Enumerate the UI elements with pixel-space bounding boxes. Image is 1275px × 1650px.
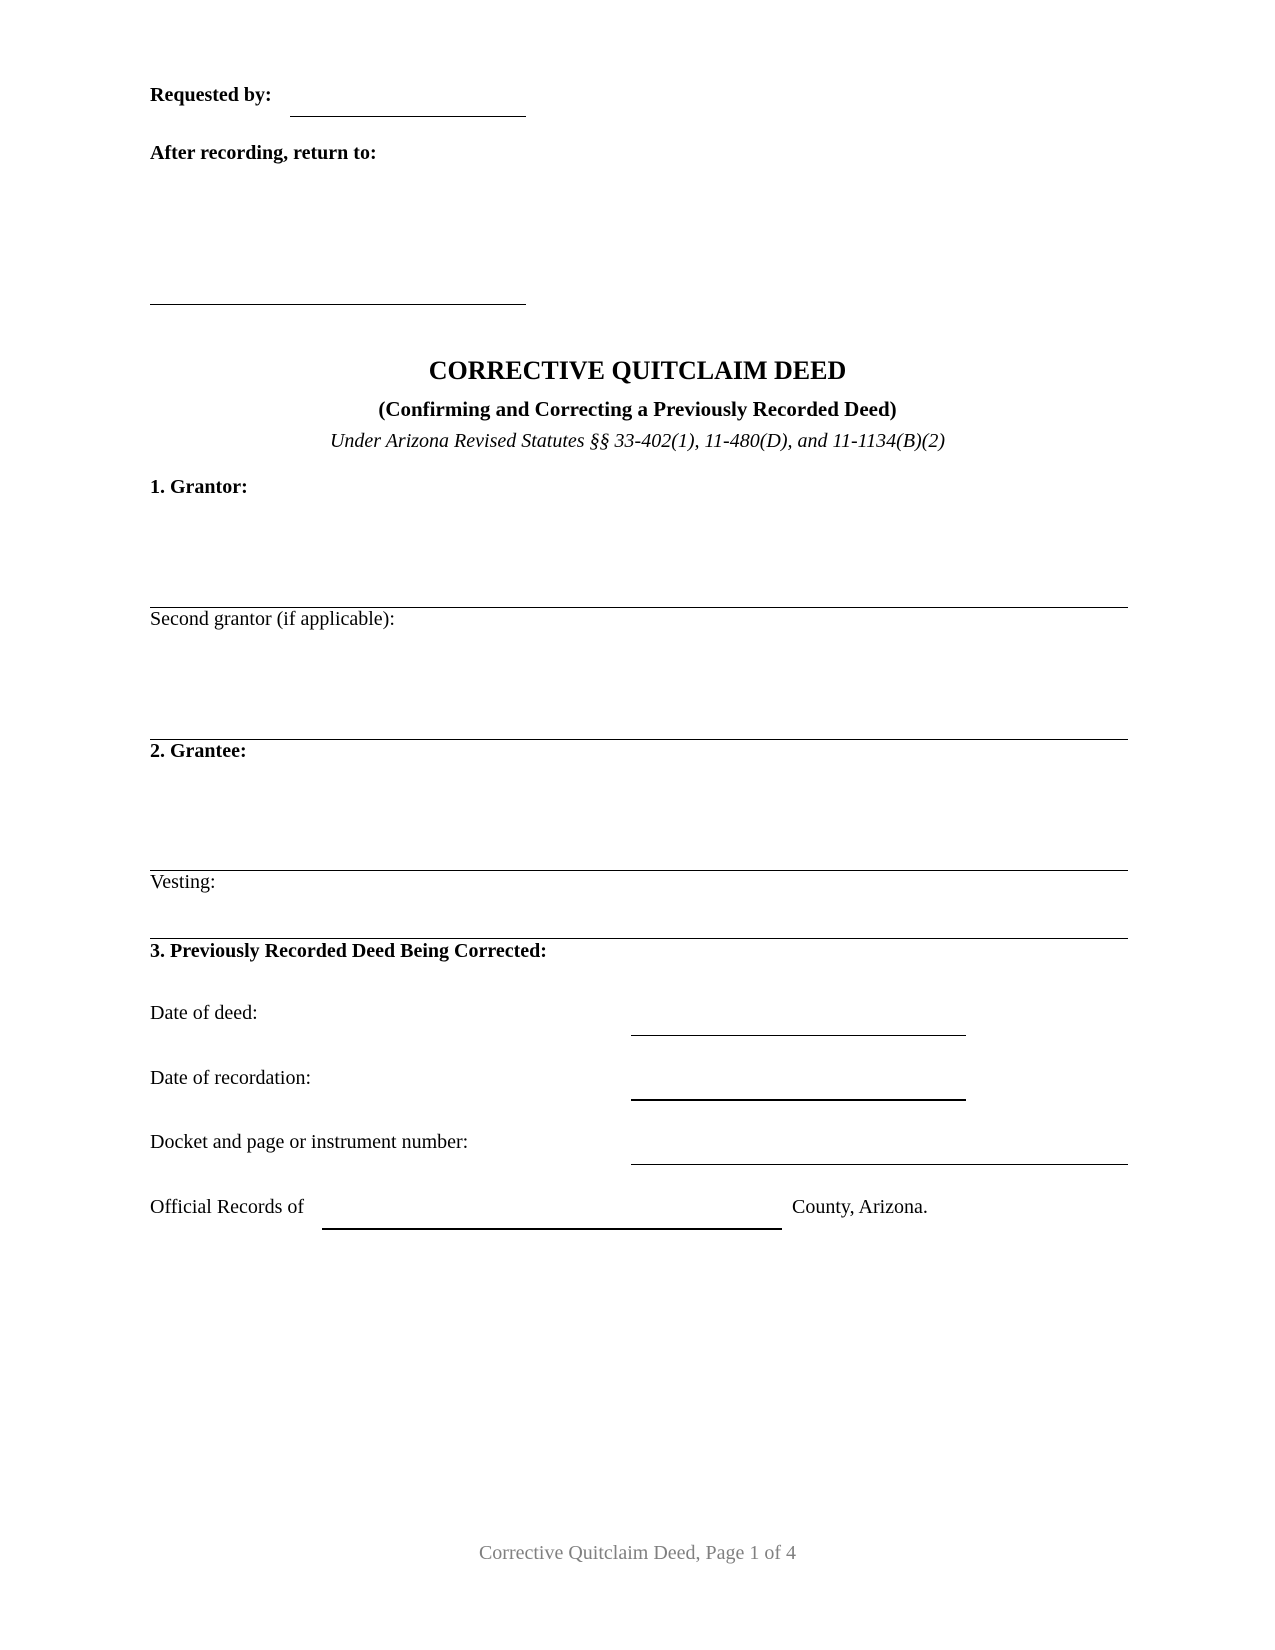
date-of-recordation-field[interactable] bbox=[631, 1099, 966, 1101]
county-suffix: County, Arizona. bbox=[792, 1196, 928, 1218]
county-field[interactable] bbox=[322, 1228, 782, 1230]
prev-deed-heading: 3. Previously Recorded Deed Being Corrected: bbox=[150, 940, 547, 962]
vesting-label: Vesting: bbox=[150, 871, 216, 893]
statute-reference: Under Arizona Revised Statutes §§ 33-402(1), 11-480(D), and 11-1134(B)(2) bbox=[329, 430, 946, 452]
requested-by-label: Requested by: bbox=[150, 84, 272, 106]
grantee-heading: 2. Grantee: bbox=[150, 740, 247, 762]
date-of-deed-label: Date of deed: bbox=[150, 1002, 258, 1024]
document-subtitle: (Confirming and Correcting a Previously Recorded Deed) bbox=[378, 397, 897, 421]
grantor-heading: 1. Grantor: bbox=[150, 476, 248, 498]
document-title: CORRECTIVE QUITCLAIM DEED bbox=[428, 356, 847, 385]
date-of-recordation-label: Date of recordation: bbox=[150, 1067, 312, 1089]
date-of-deed-field[interactable] bbox=[631, 1035, 966, 1036]
docket-label: Docket and page or instrument number: bbox=[150, 1131, 469, 1153]
grantee-field[interactable] bbox=[150, 870, 1128, 871]
official-records-label: Official Records of bbox=[150, 1196, 305, 1218]
second-grantor-label: Second grantor (if applicable): bbox=[150, 608, 395, 630]
return-to-label: After recording, return to: bbox=[150, 142, 377, 164]
docket-field[interactable] bbox=[631, 1164, 1128, 1165]
page-footer: Corrective Quitclaim Deed, Page 1 of 4 bbox=[478, 1542, 797, 1564]
requested-by-field[interactable] bbox=[290, 116, 526, 117]
return-to-field[interactable] bbox=[150, 304, 526, 305]
second-grantor-field[interactable] bbox=[150, 739, 1128, 740]
